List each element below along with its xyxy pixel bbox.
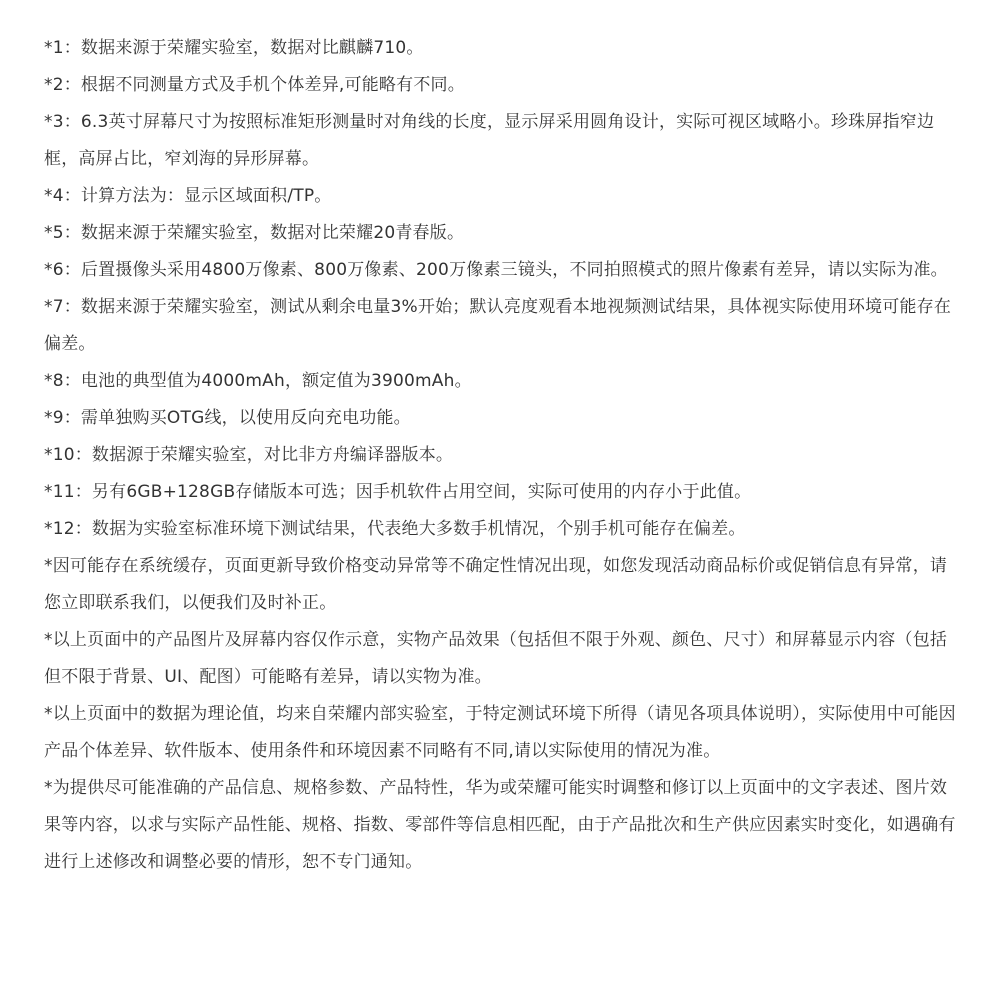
footnote-2: *2：根据不同测量方式及手机个体差异,可能略有不同。	[44, 75, 465, 95]
footnote-12: *12：数据为实验室标准环境下测试结果，代表绝大多数手机情况，个别手机可能存在偏差。	[44, 519, 746, 539]
disclaimer-cache: *因可能存在系统缓存，页面更新导致价格变动异常等不确定性情况出现，如您发现活动商品标价或促销信息有异常，请您立即联系我们，以便我们及时补正。	[44, 556, 948, 613]
footnote-10: *10：数据源于荣耀实验室，对比非方舟编译器版本。	[44, 445, 454, 465]
disclaimer-updates: *为提供尽可能准确的产品信息、规格参数、产品特性，华为或荣耀可能实时调整和修订以上页面中的文字表述、图片效果等内容，以求与实际产品性能、规格、指数、零部件等信息相匹配，由于产品批次和生产供应因素实时变化，如遇确有进行上述修改和调整必要的情形，恕不专门通知。	[44, 778, 956, 872]
footnote-7: *7：数据来源于荣耀实验室，测试从剩余电量3%开始；默认亮度观看本地视频测试结果，具体视实际使用环境可能存在偏差。	[44, 297, 952, 354]
footnote-11: *11：另有6GB+128GB存储版本可选；因手机软件占用空间，实际可使用的内存小于此值。	[44, 482, 752, 502]
footnote-1: *1：数据来源于荣耀实验室，数据对比麒麟710。	[44, 38, 424, 58]
disclaimer-data: *以上页面中的数据为理论值，均来自荣耀内部实验室，于特定测试环境下所得（请见各项具体说明），实际使用中可能因产品个体差异、软件版本、使用条件和环境因素不同略有不同,请以实际使用的情况为准。	[44, 704, 956, 761]
footnotes-list	[44, 30, 964, 881]
disclaimer-images: *以上页面中的产品图片及屏幕内容仅作示意，实物产品效果（包括但不限于外观、颜色、尺寸）和屏幕显示内容（包括但不限于背景、UI、配图）可能略有差异，请以实物为准。	[44, 630, 948, 687]
footnote-8: *8：电池的典型值为4000mAh，额定值为3900mAh。	[44, 371, 472, 391]
footnote-4: *4：计算方法为：显示区域面积/TP。	[44, 186, 332, 206]
footnote-9: *9：需单独购买OTG线，以使用反向充电功能。	[44, 408, 411, 428]
footnote-5: *5：数据来源于荣耀实验室，数据对比荣耀20青春版。	[44, 223, 465, 243]
footnote-3: *3：6.3英寸屏幕尺寸为按照标准矩形测量时对角线的长度，显示屏采用圆角设计，实际可视区域略小。珍珠屏指窄边框，高屏占比，窄刘海的异形屏幕。	[44, 112, 935, 169]
footnote-6: *6：后置摄像头采用4800万像素、800万像素、200万像素三镜头，不同拍照模式的照片像素有差异，请以实际为准。	[44, 260, 948, 280]
